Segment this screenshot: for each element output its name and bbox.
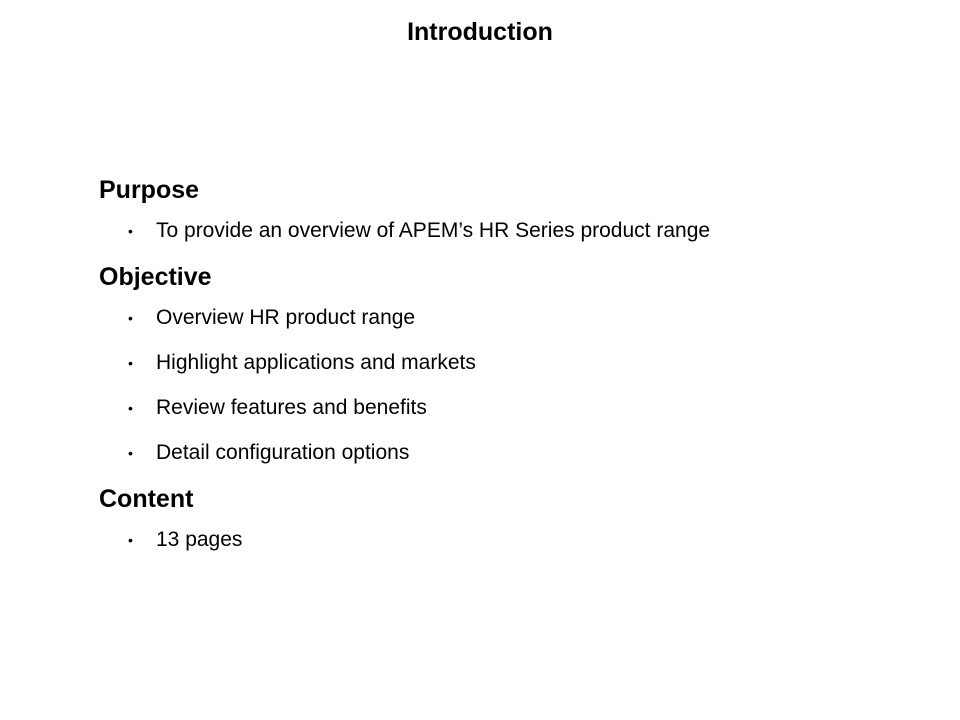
slide-title: Introduction: [407, 18, 553, 46]
section-objective: [99, 259, 919, 468]
bullet-dot-icon: •: [128, 310, 133, 326]
bullet-text: Overview HR product range: [156, 306, 416, 329]
bullet-item: [99, 348, 919, 378]
section-heading: Purpose: [99, 176, 200, 204]
bullet-list: [99, 303, 919, 468]
bullet-item: [99, 393, 919, 423]
bullet-text: Detail configuration options: [156, 441, 410, 464]
section-purpose: [99, 172, 919, 246]
bullet-item: [99, 525, 919, 555]
bullet-item: [99, 216, 919, 246]
bullet-text: Review features and benefits: [156, 396, 427, 419]
bullet-dot-icon: •: [128, 355, 133, 371]
bullet-dot-icon: •: [128, 532, 133, 548]
section-content: [99, 481, 919, 555]
bullet-list: [99, 525, 919, 555]
section-heading: Objective: [99, 263, 212, 291]
bullet-list: [99, 216, 919, 246]
bullet-dot-icon: •: [128, 400, 133, 416]
bullet-item: [99, 438, 919, 468]
bullet-dot-icon: •: [128, 445, 133, 461]
bullet-text: To provide an overview of APEM’s HR Series product range: [156, 219, 711, 242]
bullet-text: 13 pages: [156, 528, 243, 551]
section-heading: Content: [99, 485, 194, 513]
slide-content: [99, 172, 919, 570]
bullet-text: Highlight applications and markets: [156, 351, 476, 374]
bullet-item: [99, 303, 919, 333]
bullet-dot-icon: •: [128, 223, 133, 239]
